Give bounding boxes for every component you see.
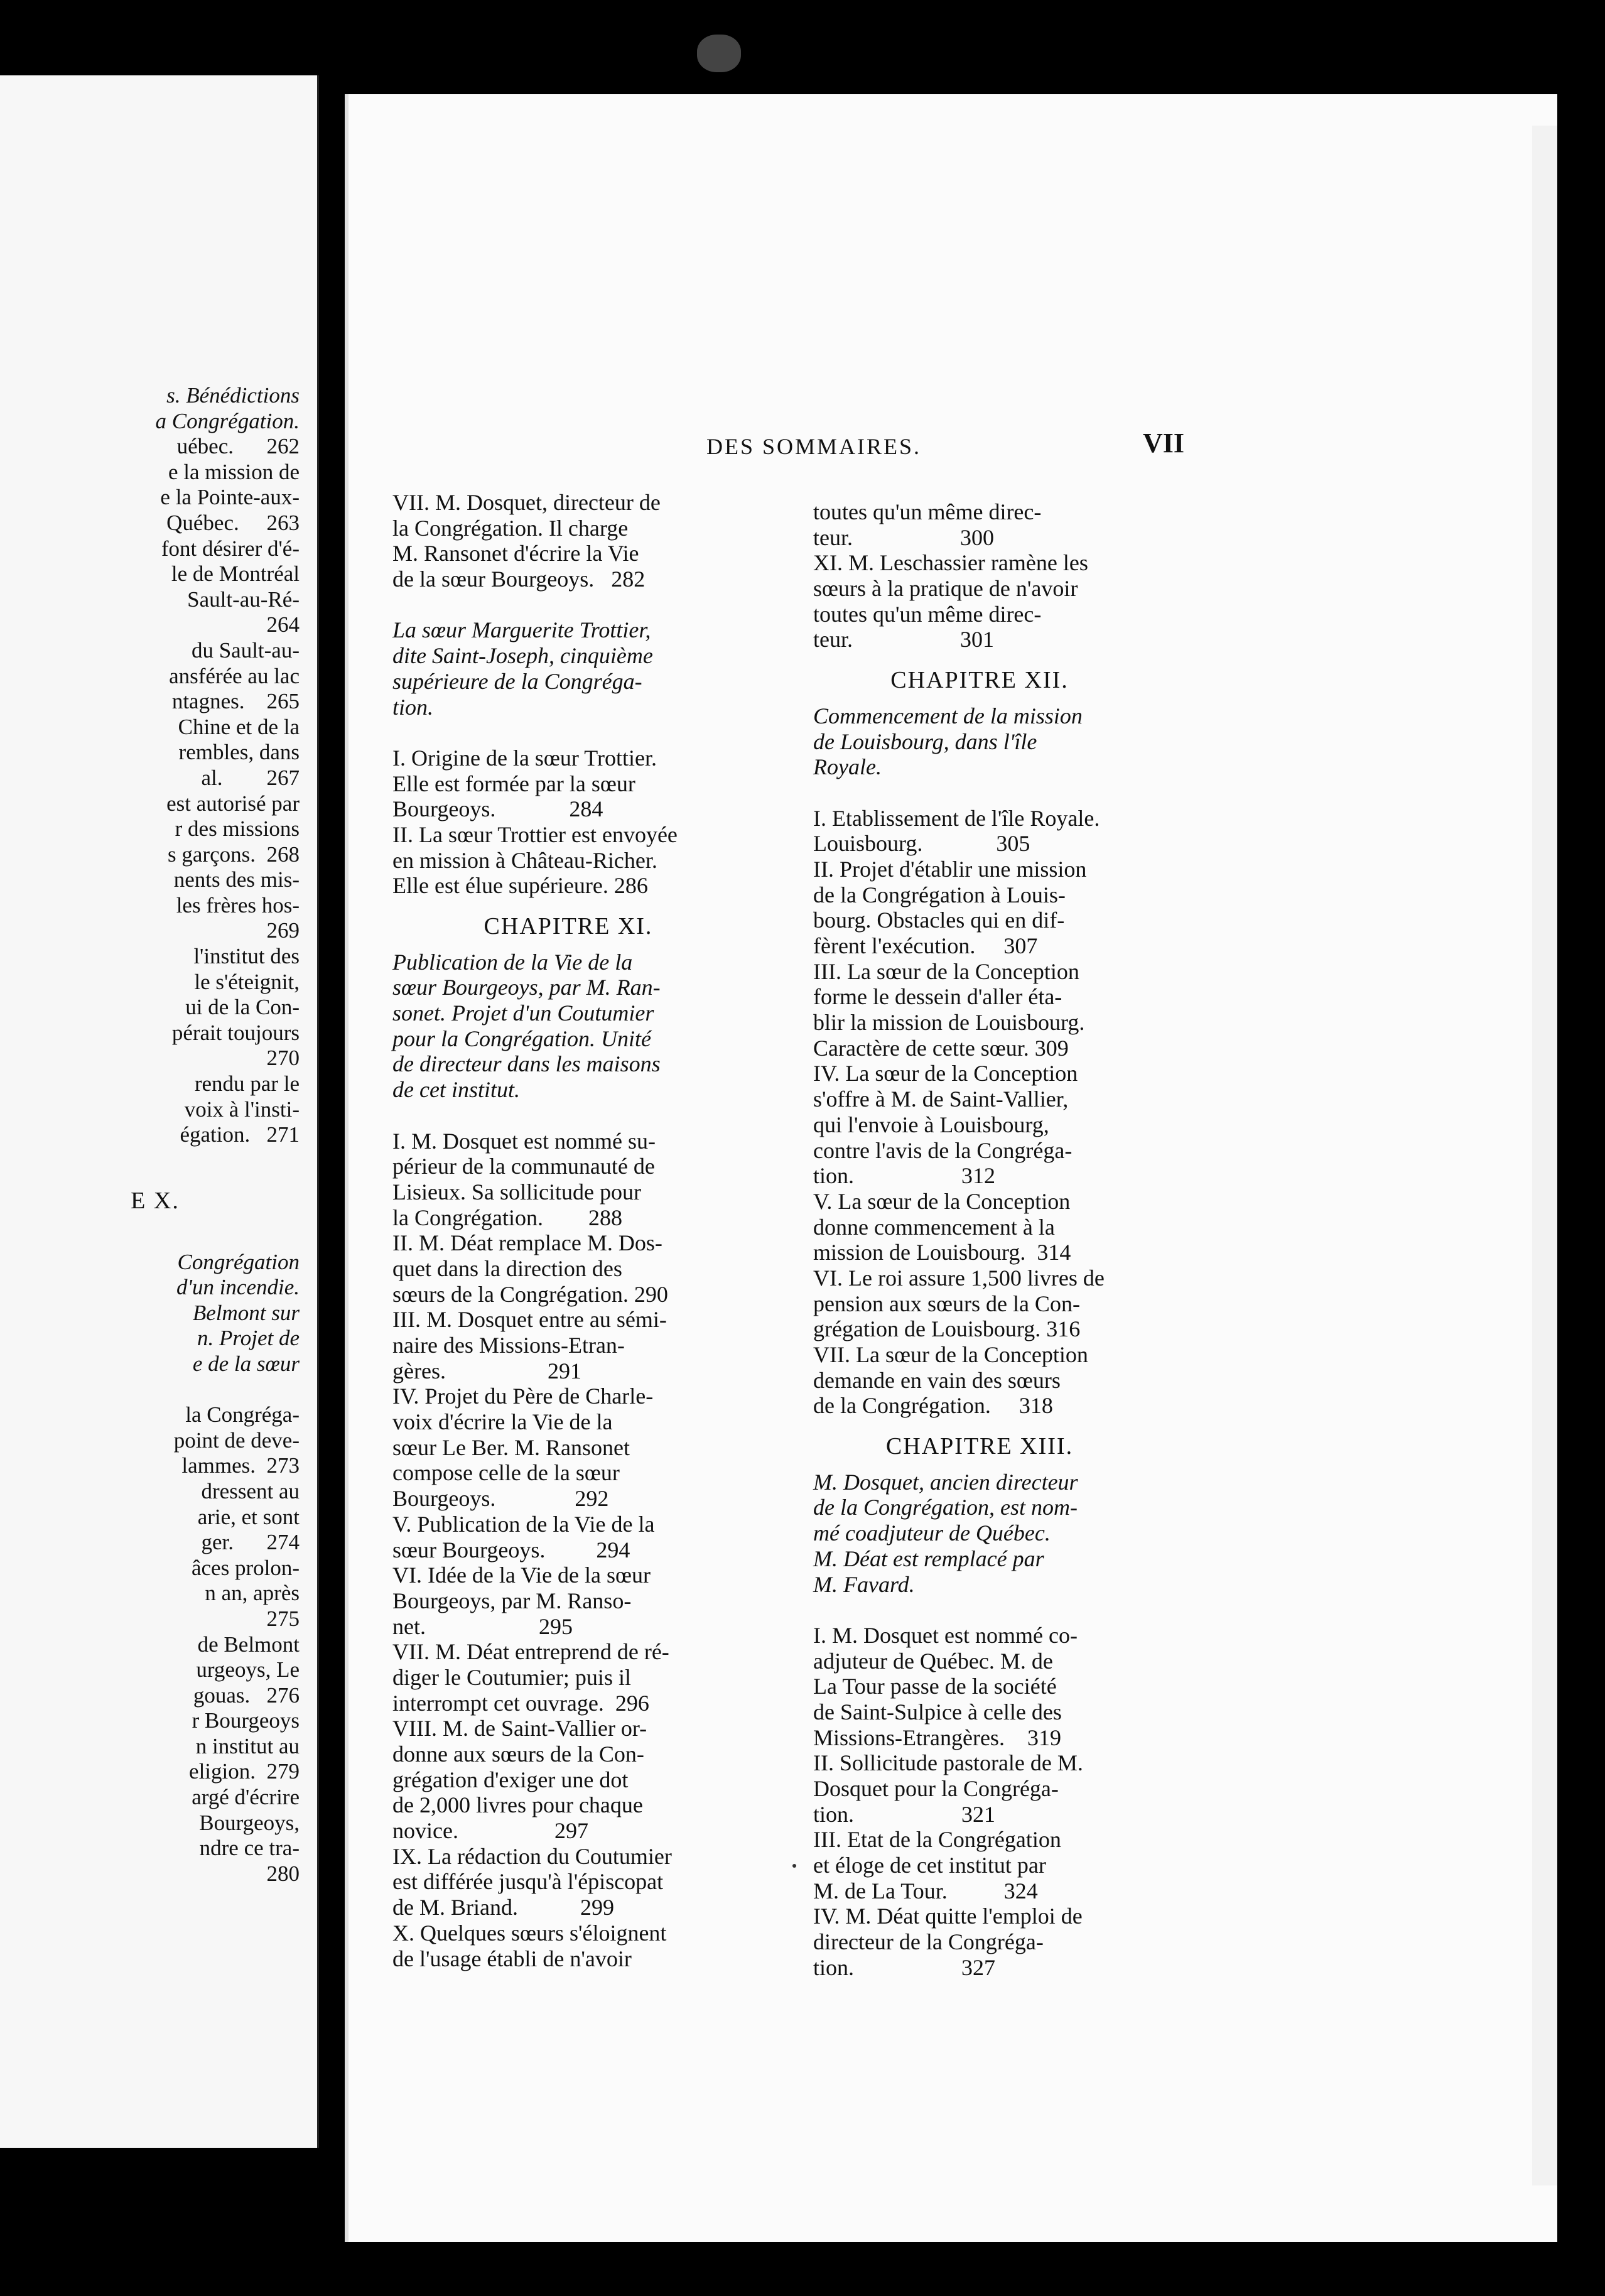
text-line: le de Montréal <box>171 561 300 587</box>
text-line: n an, après <box>205 1581 300 1606</box>
text-line: demande en vain des sœurs <box>813 1367 1061 1393</box>
text-line: est autorisé par <box>166 791 300 816</box>
text-line: ansférée au lac <box>169 663 300 688</box>
text-line: la Congrégation. Il charge <box>392 515 629 541</box>
text-line: sœur Le Ber. M. Ransonet <box>392 1434 630 1460</box>
text-line: Bourgeoys, <box>199 1810 300 1835</box>
text-line: de Louisbourg, dans l'île <box>813 728 1037 754</box>
text-line: les frères hos- <box>176 892 300 918</box>
text-line: en mission à Château-Richer. <box>392 847 657 873</box>
text-line: fèrent l'exécution. 307 <box>813 933 1038 958</box>
chapter-heading: CHAPITRE XIII. <box>885 1433 1074 1460</box>
text-line: l'institut des <box>193 944 300 969</box>
text-line: de la sœur Bourgeoys. 282 <box>392 566 646 592</box>
text-line: IV. Projet du Père de Charle- <box>392 1384 654 1409</box>
text-line: teur. 300 <box>813 524 994 550</box>
text-line: e de la sœur <box>192 1351 300 1376</box>
text-line: tion. 327 <box>813 1954 996 1980</box>
text-line: Belmont sur <box>192 1300 300 1325</box>
ink-smudge <box>697 35 741 72</box>
text-line <box>813 1597 1146 1623</box>
text-line: ger. 274 <box>201 1530 300 1555</box>
text-line: blir la mission de Louisbourg. <box>813 1010 1085 1036</box>
text-line: d'un incendie. <box>176 1275 300 1300</box>
text-line: V. Publication de la Vie de la <box>392 1511 655 1537</box>
text-line: Bourgeoys. 292 <box>392 1486 609 1512</box>
text-line: de Saint-Sulpice à celle des <box>813 1699 1062 1725</box>
text-line: sonet. Projet d'un Coutumier <box>392 1000 654 1026</box>
chapter-heading: CHAPITRE XII. <box>890 667 1069 694</box>
text-line <box>813 780 1146 806</box>
text-line: ntagnes. 265 <box>171 689 300 714</box>
text-line: bourg. Obstacles qui en dif- <box>813 907 1065 933</box>
text-line: toutes qu'un même direc- <box>813 499 1042 524</box>
text-line: sœurs à la pratique de n'avoir <box>813 576 1078 602</box>
text-line <box>392 720 744 745</box>
text-line: directeur de la Congréga- <box>813 1929 1044 1955</box>
text-line: pension aux sœurs de la Con- <box>813 1291 1080 1316</box>
text-line: tion. 312 <box>813 1163 996 1189</box>
text-line: VI. Le roi assure 1,500 livres de <box>813 1265 1105 1291</box>
text-line: 264 <box>266 612 300 637</box>
text-line: Sault-au-Ré- <box>187 587 300 612</box>
text-line: de Belmont <box>197 1632 300 1657</box>
text-line: La Tour passe de la société <box>813 1674 1057 1699</box>
text-line: VII. M. Dosquet, directeur de <box>392 490 661 515</box>
text-line: VI. Idée de la Vie de la sœur <box>392 1562 651 1588</box>
text-line: Royale. <box>813 754 882 780</box>
text-line: I. M. Dosquet est nommé su- <box>392 1128 656 1154</box>
text-line: VIII. M. de Saint-Vallier or- <box>392 1716 647 1741</box>
text-line: font désirer d'é- <box>161 536 300 561</box>
text-line: Bourgeoys, par M. Ranso- <box>392 1588 632 1613</box>
text-line: sœur Bourgeoys, par M. Ran- <box>392 975 661 1000</box>
text-line: pérait toujours <box>171 1020 300 1045</box>
text-line <box>11 1377 300 1403</box>
text-line: de la Congrégation. 318 <box>813 1393 1053 1419</box>
text-line: n institut au <box>195 1733 300 1758</box>
text-line: Elle est élue supérieure. 286 <box>392 873 648 899</box>
text-line: égation. 271 <box>180 1122 300 1147</box>
text-line: M. Favard. <box>813 1571 915 1597</box>
text-line: grégation d'exiger une dot <box>392 1767 629 1792</box>
text-line: compose celle de la sœur <box>392 1460 620 1486</box>
text-line: de la Congrégation à Louis- <box>813 882 1066 907</box>
text-line: interrompt cet ouvrage. 296 <box>392 1690 649 1716</box>
text-line: grégation de Louisbourg. 316 <box>813 1316 1081 1342</box>
text-line <box>11 1148 300 1174</box>
text-line: La sœur Marguerite Trottier, <box>392 617 651 643</box>
text-line: diger le Coutumier; puis il <box>392 1664 631 1690</box>
text-line: âces prolon- <box>191 1555 300 1580</box>
text-line: X. Quelques sœurs s'éloignent <box>392 1920 667 1946</box>
text-line: Louisbourg. 305 <box>813 831 1030 857</box>
text-line: e la mission de <box>168 459 300 484</box>
text-line: ndre ce tra- <box>199 1836 300 1861</box>
text-line: est différée jusqu'à l'épiscopat <box>392 1869 664 1895</box>
ink-dot <box>792 1864 796 1868</box>
text-line: Lisieux. Sa sollicitude pour <box>392 1179 641 1205</box>
left-page <box>0 75 319 2148</box>
text-line: donne commencement à la <box>813 1214 1055 1240</box>
text-line: périeur de la communauté de <box>392 1154 655 1179</box>
text-line: Caractère de cette sœur. 309 <box>813 1035 1069 1061</box>
text-line: de M. Briand. 299 <box>392 1895 614 1920</box>
text-line: II. Projet d'établir une mission <box>813 856 1087 882</box>
text-line: qui l'envoie à Louisbourg, <box>813 1112 1049 1137</box>
text-line: IV. La sœur de la Conception <box>813 1061 1078 1086</box>
text-line: tion. <box>392 694 434 720</box>
page-number: VII <box>1143 428 1185 458</box>
text-line: 269 <box>266 918 300 943</box>
page-header <box>349 345 1557 459</box>
text-line: de la Congrégation, est nom- <box>813 1495 1078 1520</box>
text-line: net. 295 <box>392 1613 573 1639</box>
text-line: 280 <box>266 1861 300 1886</box>
text-line: naire des Missions-Etran- <box>392 1333 625 1358</box>
text-line: teur. 301 <box>813 627 994 653</box>
text-line: r Bourgeoys <box>192 1708 300 1733</box>
text-line: XI. M. Leschassier ramène les <box>813 550 1088 576</box>
text-line: de cet institut. <box>392 1077 520 1103</box>
text-line: s'offre à M. de Saint-Vallier, <box>813 1086 1069 1112</box>
text-line: de l'usage établi de n'avoir <box>392 1946 632 1971</box>
text-line <box>11 1224 300 1250</box>
right-page <box>349 94 1557 2242</box>
text-line: Congrégation <box>177 1249 300 1274</box>
text-line: II. La sœur Trottier est envoyée <box>392 821 678 847</box>
text-line: eligion. 279 <box>189 1759 300 1784</box>
text-line: Elle est formée par la sœur <box>392 771 635 796</box>
text-line: M. Déat est remplacé par <box>813 1546 1044 1571</box>
text-line: rendu par le <box>194 1071 300 1097</box>
text-line: ui de la Con- <box>185 995 300 1020</box>
text-line: M. Ransonet d'écrire la Vie <box>392 541 639 566</box>
text-line: IV. M. Déat quitte l'emploi de <box>813 1903 1083 1929</box>
text-line: quet dans la direction des <box>392 1255 622 1281</box>
text-line: Commencement de la mission <box>813 703 1083 728</box>
text-line: I. Origine de la sœur Trottier. <box>392 745 657 771</box>
left-page-text <box>11 383 300 1887</box>
text-line: le s'éteignit, <box>194 969 300 994</box>
text-line: gouas. 276 <box>193 1682 300 1708</box>
text-line: Bourgeoys. 284 <box>392 796 603 822</box>
text-line: Publication de la Vie de la <box>392 949 633 975</box>
text-line: V. La sœur de la Conception <box>813 1188 1071 1214</box>
chapter-heading: E X. <box>131 1188 180 1215</box>
text-line: supérieure de la Congréga- <box>392 668 642 694</box>
text-line: IX. La rédaction du Coutumier <box>392 1843 672 1869</box>
text-line: n. Projet de <box>197 1326 300 1351</box>
text-line: rembles, dans <box>178 740 300 765</box>
text-line: mission de Louisbourg. 314 <box>813 1240 1071 1265</box>
text-line: argé d'écrire <box>192 1785 300 1810</box>
text-line: sœurs de la Congrégation. 290 <box>392 1281 668 1307</box>
text-line: e la Pointe-aux- <box>160 485 300 510</box>
text-line: II. M. Déat remplace M. Dos- <box>392 1230 662 1256</box>
page-edge <box>1532 126 1557 2185</box>
text-line: mé coadjuteur de Québec. <box>813 1520 1051 1546</box>
text-line: Chine et de la <box>178 714 300 739</box>
text-line <box>392 1103 744 1129</box>
text-line: la Congréga- <box>185 1402 300 1427</box>
column-1 <box>392 490 744 1971</box>
text-line: urgeoys, Le <box>196 1657 300 1682</box>
text-line: point de deve- <box>173 1427 300 1453</box>
text-line: I. Etablissement de l'île Royale. <box>813 805 1100 831</box>
text-line: gères. 291 <box>392 1358 581 1384</box>
text-line: forme le dessein d'aller éta- <box>813 984 1062 1010</box>
text-line: nents des mis- <box>173 867 300 892</box>
text-line: de directeur dans les maisons <box>392 1051 661 1077</box>
text-line: M. Dosquet, ancien directeur <box>813 1469 1078 1495</box>
column-2 <box>813 499 1146 1981</box>
text-line <box>392 592 744 618</box>
text-line: toutes qu'un même direc- <box>813 601 1042 627</box>
text-line: III. La sœur de la Conception <box>813 958 1079 984</box>
text-line: arie, et sont <box>197 1504 300 1529</box>
chapter-heading: CHAPITRE XI. <box>484 913 653 940</box>
text-line: 275 <box>266 1606 300 1631</box>
text-line: VII. La sœur de la Conception <box>813 1342 1088 1367</box>
text-line: pour la Congrégation. Unité <box>392 1026 651 1051</box>
running-title: DES SOMMAIRES. <box>706 434 922 459</box>
text-line: Dosquet pour la Congréga- <box>813 1776 1059 1801</box>
text-line: M. de La Tour. 324 <box>813 1878 1038 1903</box>
text-line: I. M. Dosquet est nommé co- <box>813 1622 1078 1648</box>
text-line: III. Etat de la Congrégation <box>813 1827 1061 1853</box>
text-line: Québec. 263 <box>166 510 300 535</box>
text-line: uébec. 262 <box>176 434 300 459</box>
text-line: sœur Bourgeoys. 294 <box>392 1537 630 1562</box>
text-line: 270 <box>266 1046 300 1071</box>
text-line: al. 267 <box>201 765 300 790</box>
text-line: du Sault-au- <box>191 637 300 663</box>
text-line: adjuteur de Québec. M. de <box>813 1648 1053 1674</box>
text-line: a Congrégation. <box>155 408 300 433</box>
text-line: et éloge de cet institut par <box>813 1853 1046 1878</box>
text-line: II. Sollicitude pastorale de M. <box>813 1750 1083 1776</box>
text-line: voix d'écrire la Vie de la <box>392 1409 613 1435</box>
text-line: s garçons. 268 <box>168 842 300 867</box>
text-line: voix à l'insti- <box>184 1097 300 1122</box>
text-line: lammes. 273 <box>181 1453 300 1478</box>
text-line: contre l'avis de la Congréga- <box>813 1137 1073 1163</box>
text-line: dressent au <box>201 1478 300 1503</box>
text-line: r des missions <box>175 816 300 842</box>
text-line: la Congrégation. 288 <box>392 1205 622 1230</box>
text-line: s. Bénédictions <box>166 383 300 408</box>
text-line: donne aux sœurs de la Con- <box>392 1741 644 1767</box>
text-line: dite Saint-Joseph, cinquième <box>392 643 653 669</box>
text-line: Missions-Etrangères. 319 <box>813 1725 1061 1750</box>
text-line: III. M. Dosquet entre au sémi- <box>392 1307 667 1333</box>
text-line: de 2,000 livres pour chaque <box>392 1792 643 1818</box>
text-line: novice. 297 <box>392 1818 588 1844</box>
text-line: VII. M. Déat entreprend de ré- <box>392 1639 669 1665</box>
text-line: tion. 321 <box>813 1801 996 1827</box>
